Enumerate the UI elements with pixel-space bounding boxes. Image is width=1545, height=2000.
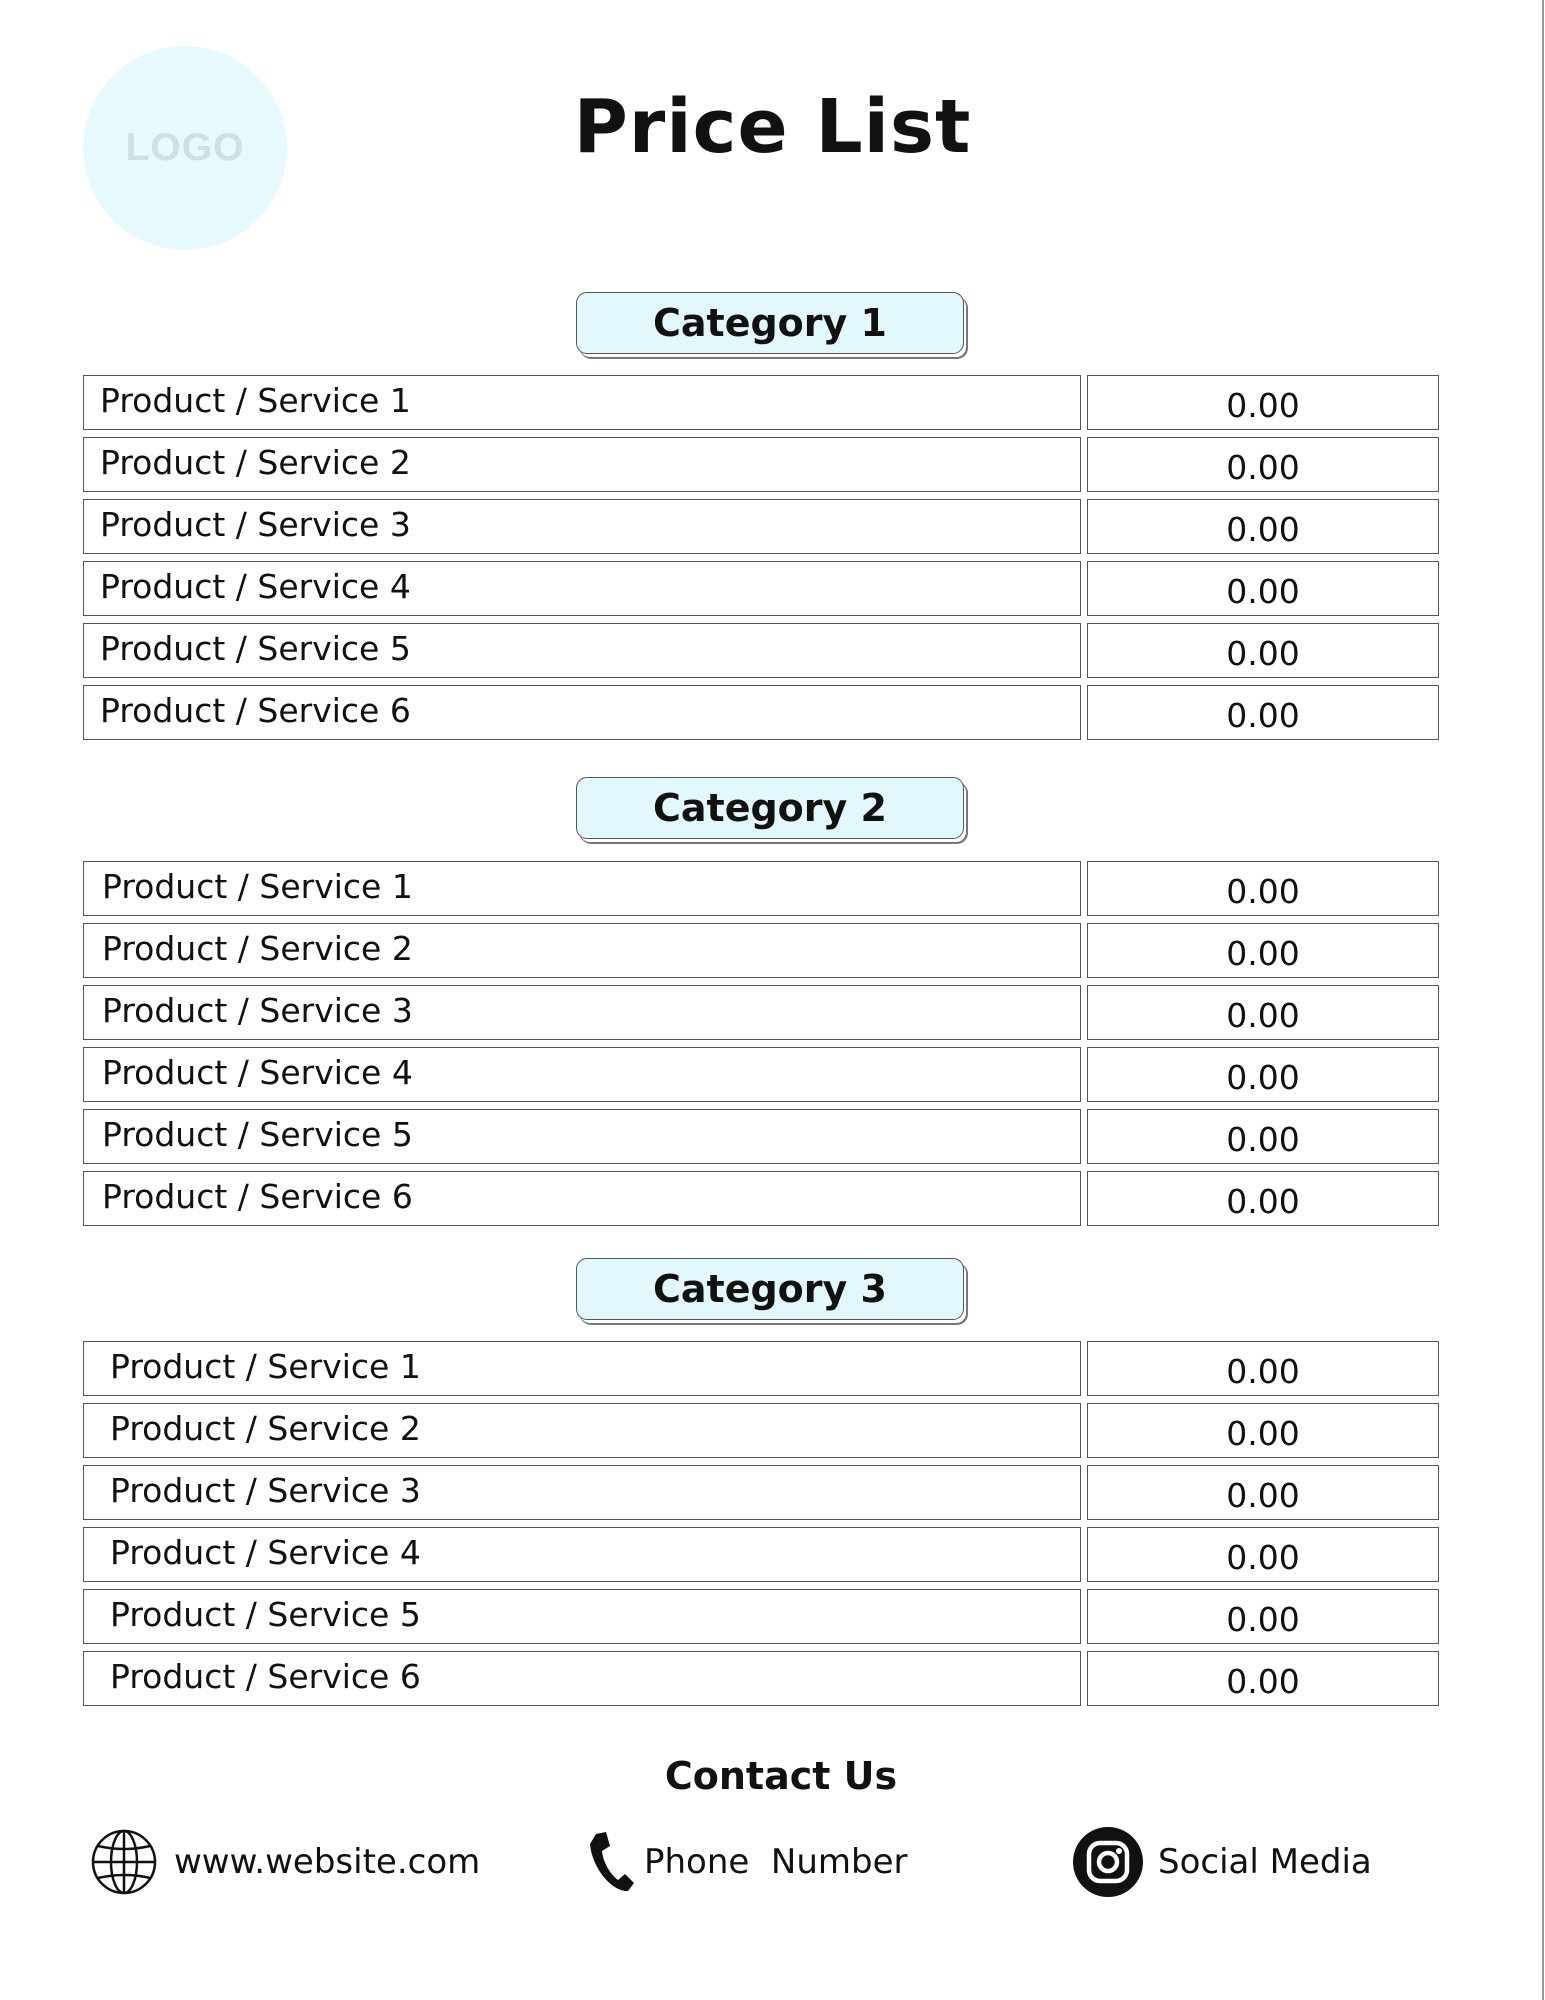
table-row (83, 985, 1439, 1040)
page-edge-line (1542, 0, 1544, 2000)
table-row (83, 561, 1439, 616)
item-price: 0.00 (1087, 685, 1439, 740)
item-price: 0.00 (1087, 1527, 1439, 1582)
item-price: 0.00 (1087, 437, 1439, 492)
website-text[interactable]: www.website.com (174, 1842, 481, 1882)
item-name: Product / Service 6 (83, 685, 1081, 740)
table-row (83, 1651, 1439, 1706)
item-price: 0.00 (1087, 499, 1439, 554)
table-row (83, 1403, 1439, 1458)
item-name: Product / Service 4 (83, 561, 1081, 616)
contact-website[interactable] (90, 1826, 480, 1898)
table-row (83, 923, 1439, 978)
table-row (83, 375, 1439, 430)
phone-icon (588, 1830, 636, 1894)
item-price: 0.00 (1087, 561, 1439, 616)
item-name: Product / Service 4 (83, 1527, 1081, 1582)
table-row (83, 1527, 1439, 1582)
item-name: Product / Service 1 (83, 861, 1081, 916)
phone-text[interactable]: Phone Number (644, 1842, 908, 1882)
category-1-badge (576, 292, 964, 354)
table-row (83, 1589, 1439, 1644)
category-1-title: Category 1 (653, 301, 887, 345)
contact-phone[interactable] (588, 1826, 908, 1898)
category-3-badge (576, 1258, 964, 1320)
table-row (83, 861, 1439, 916)
table-row (83, 685, 1439, 740)
item-price: 0.00 (1087, 861, 1439, 916)
item-name: Product / Service 3 (83, 499, 1081, 554)
category-3-title: Category 3 (653, 1267, 887, 1311)
social-text[interactable]: Social Media (1158, 1842, 1372, 1882)
item-price: 0.00 (1087, 1651, 1439, 1706)
item-name: Product / Service 2 (83, 437, 1081, 492)
logo-text: LOGO (125, 126, 245, 169)
item-name: Product / Service 2 (83, 1403, 1081, 1458)
item-name: Product / Service 5 (83, 1109, 1081, 1164)
item-price: 0.00 (1087, 1589, 1439, 1644)
item-name: Product / Service 3 (83, 985, 1081, 1040)
table-row (83, 1465, 1439, 1520)
table-row (83, 437, 1439, 492)
item-price: 0.00 (1087, 1341, 1439, 1396)
contact-social[interactable] (1072, 1826, 1372, 1898)
item-name: Product / Service 3 (83, 1465, 1081, 1520)
item-price: 0.00 (1087, 1465, 1439, 1520)
item-name: Product / Service 1 (83, 375, 1081, 430)
item-price: 0.00 (1087, 985, 1439, 1040)
globe-icon (90, 1828, 158, 1896)
table-row (83, 1047, 1439, 1102)
item-name: Product / Service 6 (83, 1171, 1081, 1226)
item-price: 0.00 (1087, 1109, 1439, 1164)
item-price: 0.00 (1087, 1047, 1439, 1102)
item-price: 0.00 (1087, 1403, 1439, 1458)
item-price: 0.00 (1087, 1171, 1439, 1226)
item-name: Product / Service 5 (83, 623, 1081, 678)
contact-heading: Contact Us (664, 1754, 898, 1798)
instagram-icon (1072, 1826, 1144, 1898)
item-price: 0.00 (1087, 375, 1439, 430)
category-2-title: Category 2 (653, 786, 887, 830)
item-name: Product / Service 4 (83, 1047, 1081, 1102)
item-name: Product / Service 2 (83, 923, 1081, 978)
item-price: 0.00 (1087, 623, 1439, 678)
item-name: Product / Service 6 (83, 1651, 1081, 1706)
table-row (83, 1341, 1439, 1396)
item-name: Product / Service 1 (83, 1341, 1081, 1396)
item-price: 0.00 (1087, 923, 1439, 978)
item-name: Product / Service 5 (83, 1589, 1081, 1644)
table-row (83, 623, 1439, 678)
page-title: Price List (573, 84, 972, 170)
table-row (83, 499, 1439, 554)
category-2-badge (576, 777, 964, 839)
table-row (83, 1109, 1439, 1164)
table-row (83, 1171, 1439, 1226)
